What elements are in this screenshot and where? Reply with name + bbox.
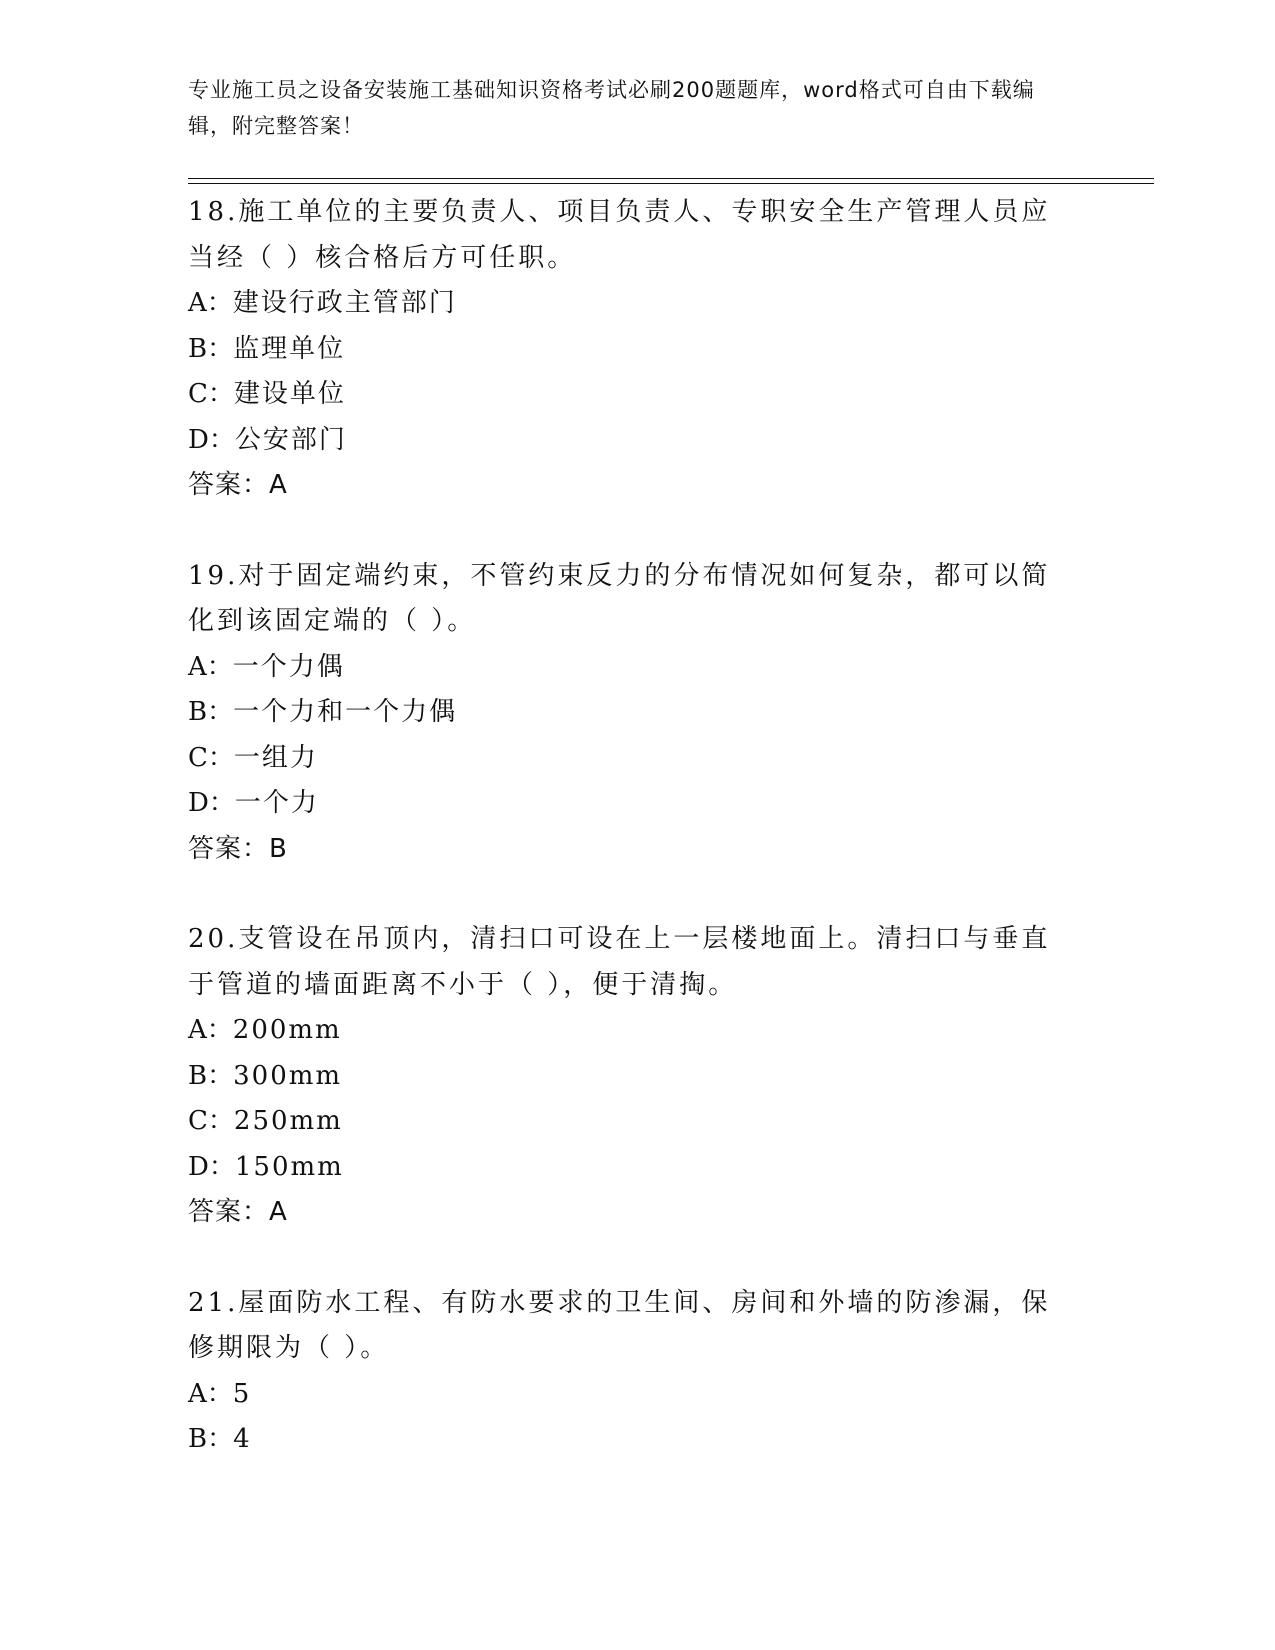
- option-a: [188, 281, 1088, 327]
- option-letter: D：: [188, 1151, 235, 1182]
- question-19: [188, 554, 1088, 873]
- option-b: [188, 1054, 1088, 1100]
- option-c: [188, 736, 1088, 782]
- option-a: [188, 1008, 1088, 1054]
- option-text: 监理单位: [233, 333, 346, 364]
- option-letter: B：: [188, 697, 234, 727]
- page-header: 专业施工员之设备安装施工基础知识资格考试必刷200题题库，word格式可自由下载编辑，附完整答案！: [188, 78, 1035, 138]
- option-letter: C：: [188, 742, 234, 773]
- option-text: 一个力和一个力偶: [233, 697, 458, 727]
- option-letter: D：: [188, 424, 235, 455]
- option-text: 5: [232, 1378, 252, 1409]
- question-21: [188, 1281, 1088, 1463]
- option-a: [188, 645, 1088, 691]
- header-divider-bottom: [188, 183, 1154, 184]
- option-d: [188, 781, 1088, 827]
- option-text: 150mm: [234, 1151, 344, 1182]
- option-text: 300mm: [233, 1060, 343, 1091]
- question-stem: 20.支管设在吊顶内，清扫口可设在上一层楼地面上。清扫口与垂直于管道的墙面距离不小于（ ），便于清掏。: [188, 924, 1051, 1000]
- option-text: 250mm: [233, 1106, 343, 1136]
- option-b: [188, 327, 1088, 373]
- option-letter: C：: [188, 1106, 234, 1136]
- option-d: [188, 418, 1088, 464]
- option-text: 一组力: [233, 742, 318, 773]
- option-d: [188, 1145, 1088, 1191]
- option-c: [188, 372, 1088, 418]
- answer-line: 答案：B: [188, 833, 288, 864]
- option-letter: A：: [188, 1015, 233, 1045]
- option-a: [188, 1372, 1088, 1418]
- option-text: 200mm: [232, 1015, 342, 1045]
- question-stem: 18.施工单位的主要负责人、项目负责人、专职安全生产管理人员应当经（ ）核合格后方可任职。: [188, 197, 1051, 273]
- question-20: [188, 917, 1088, 1236]
- option-b: [188, 690, 1088, 736]
- option-letter: D：: [188, 788, 235, 818]
- option-text: 公安部门: [234, 424, 347, 455]
- option-text: 4: [233, 1424, 252, 1454]
- option-letter: B：: [188, 1060, 234, 1091]
- option-letter: B：: [188, 333, 234, 364]
- header-divider-top: [188, 178, 1154, 179]
- option-text: 一个力偶: [232, 651, 345, 682]
- option-letter: A：: [188, 288, 233, 318]
- option-letter: A：: [188, 1378, 233, 1409]
- option-text: 建设单位: [233, 379, 346, 409]
- question-list: [188, 190, 1088, 1508]
- answer-line: 答案：A: [188, 1197, 288, 1227]
- question-stem: 19.对于固定端约束，不管约束反力的分布情况如何复杂，都可以简化到该固定端的（ ）。: [188, 560, 1051, 636]
- answer-line: 答案：A: [188, 470, 288, 500]
- option-c: [188, 1099, 1088, 1145]
- question-stem: 21.屋面防水工程、有防水要求的卫生间、房间和外墙的防渗漏，保修期限为（ ）。: [188, 1287, 1051, 1363]
- option-letter: A：: [188, 651, 233, 682]
- option-text: 一个力: [234, 788, 319, 818]
- option-letter: B：: [188, 1424, 234, 1454]
- question-18: [188, 190, 1088, 509]
- option-text: 建设行政主管部门: [232, 288, 457, 318]
- option-letter: C：: [188, 379, 234, 409]
- option-b: [188, 1417, 1088, 1463]
